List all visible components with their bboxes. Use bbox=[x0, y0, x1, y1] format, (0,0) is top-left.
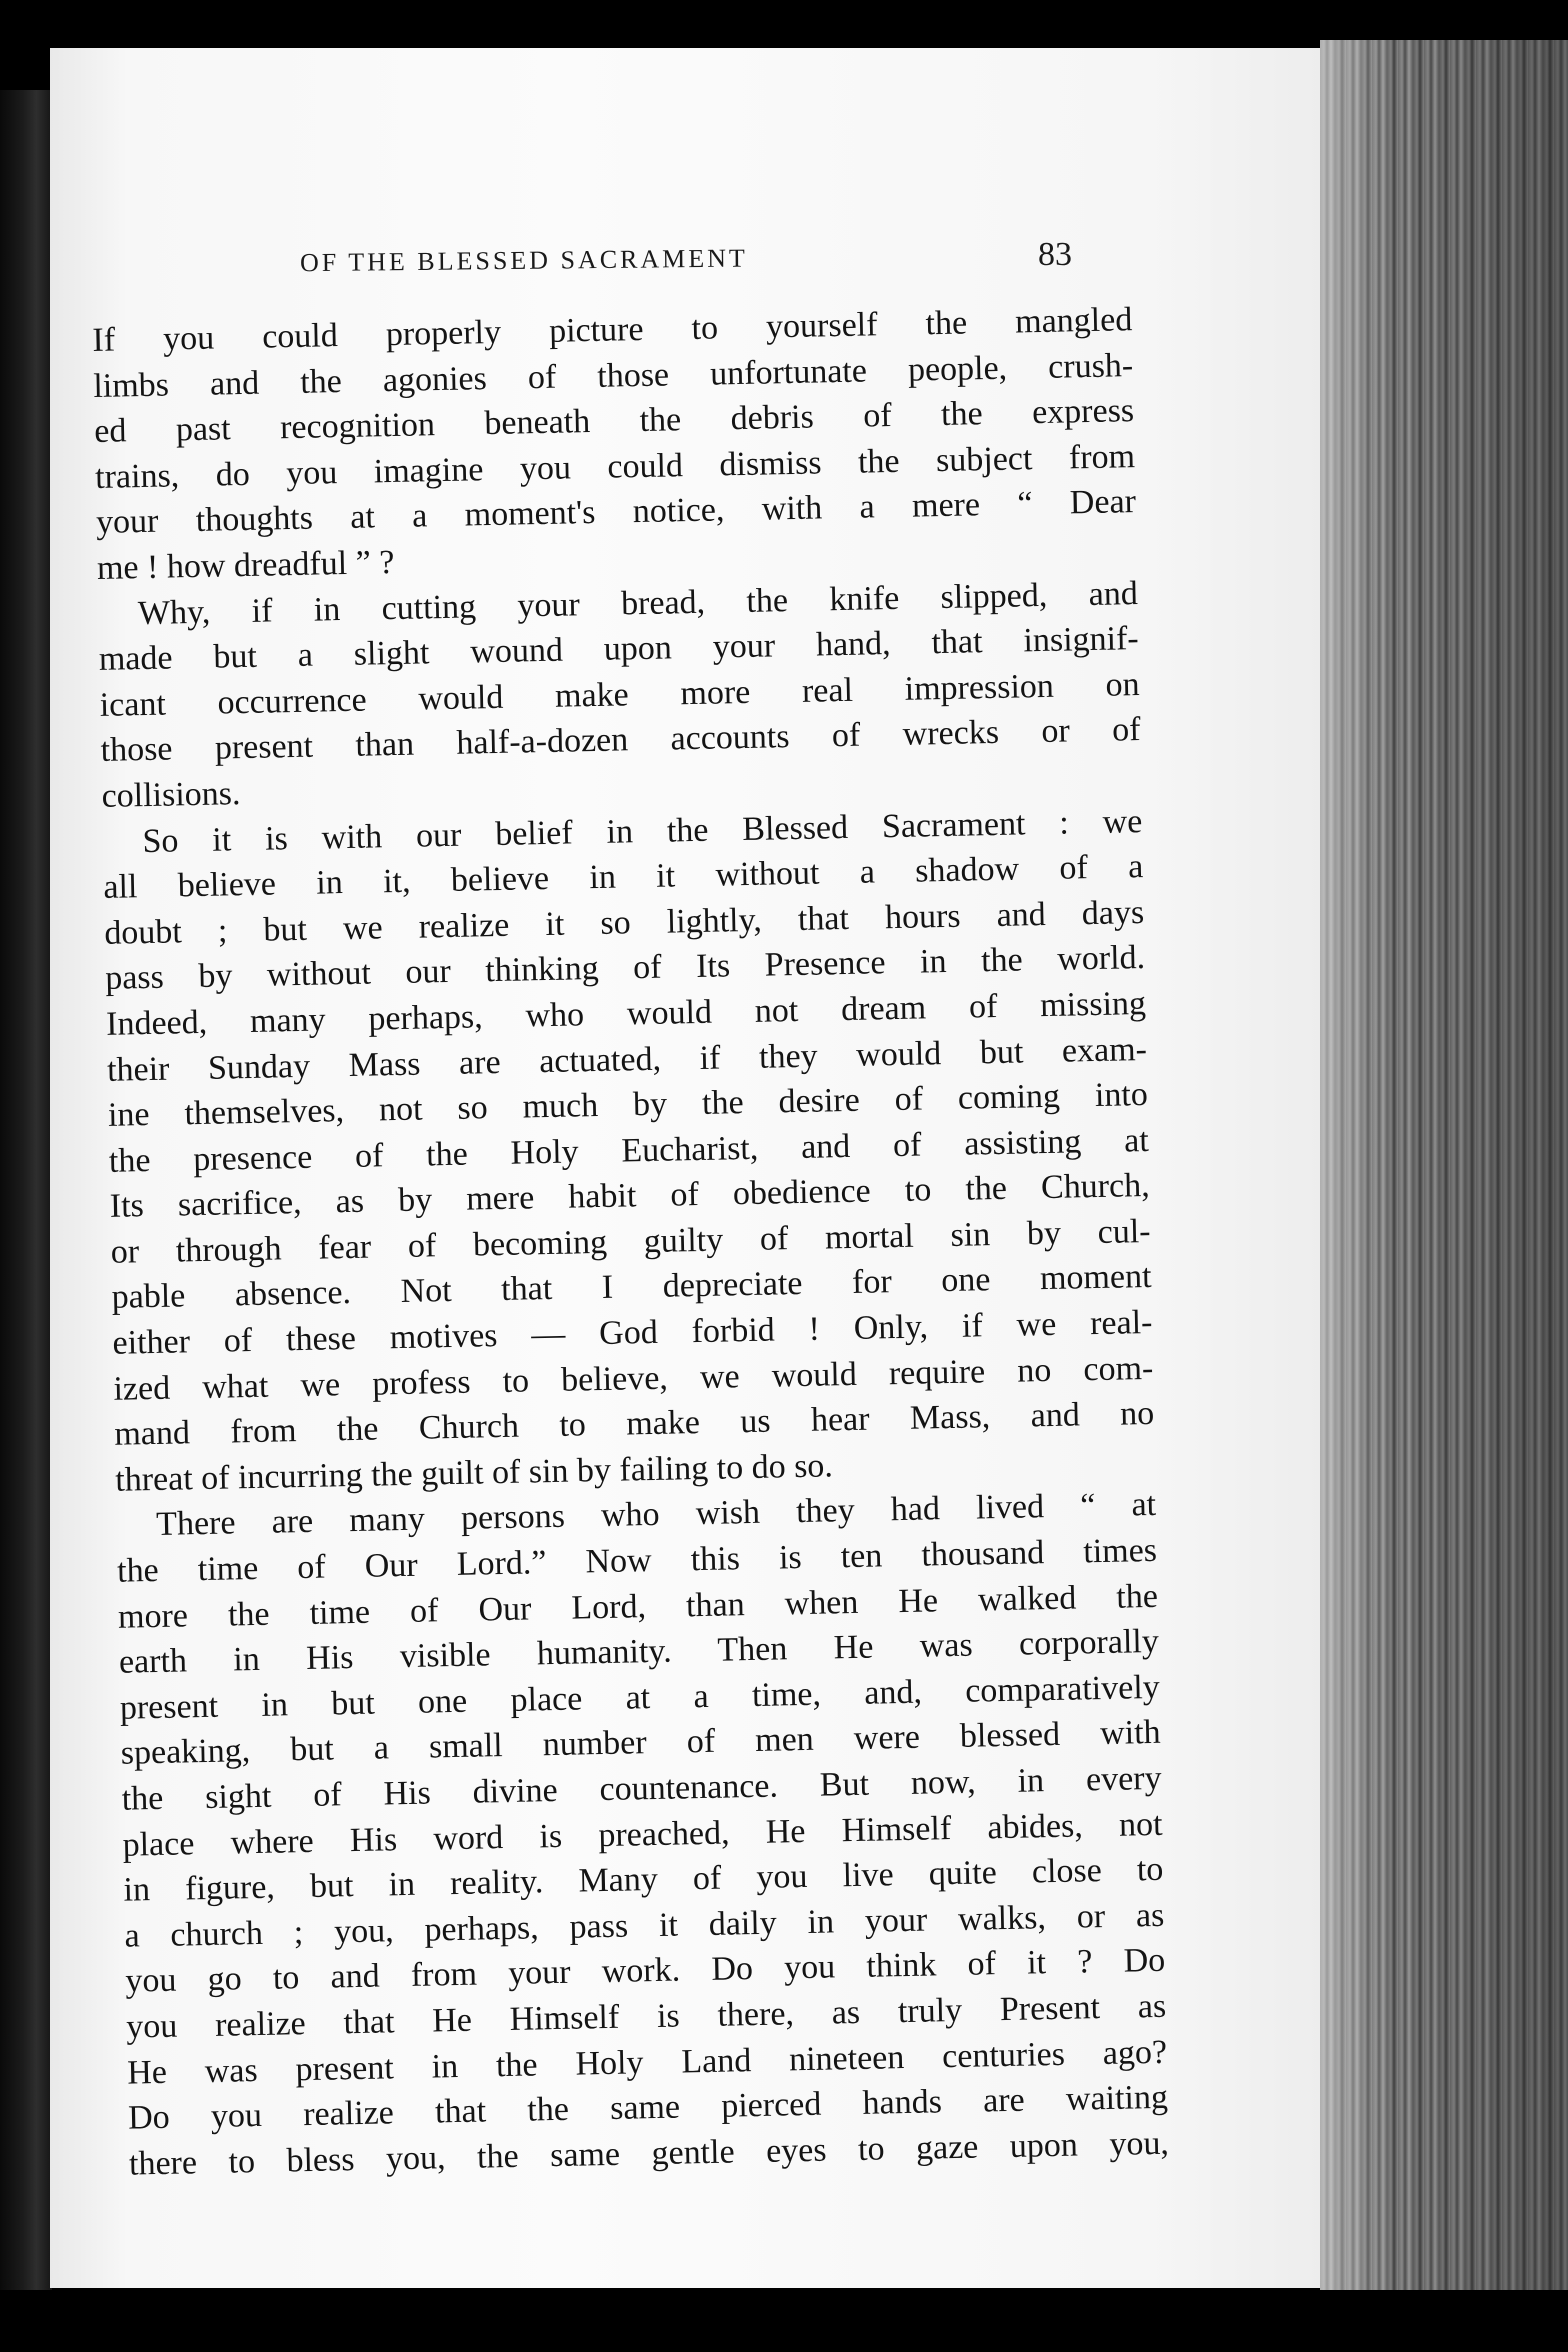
bottom-margin-shadow bbox=[0, 2290, 1568, 2352]
text-line: ized what we profess to believe, we would require no com- bbox=[113, 1349, 1154, 1408]
text-line: your thoughts at a moment's notice, with a mere “ Dear bbox=[95, 483, 1137, 542]
text-line: Why, if in cutting your bread, the knife slipped, and bbox=[137, 574, 1139, 632]
text-line: present in but one place at a time, and, comparatively bbox=[119, 1668, 1161, 1727]
book-spine-shadow bbox=[0, 90, 52, 2290]
page-edges-stack bbox=[1320, 40, 1568, 2290]
text-line: Indeed, many perhaps, who would not dream of missing bbox=[105, 984, 1147, 1043]
text-line: If you could properly picture to yourself the mangled bbox=[92, 301, 1133, 359]
text-line: made but a slight wound upon your hand, that insignif- bbox=[98, 620, 1140, 679]
body-text bbox=[92, 297, 1169, 2187]
text-line: ine themselves, not so much by the desire of coming into bbox=[107, 1076, 1149, 1134]
text-line: either of these motives — God forbid ! Only, if we real- bbox=[112, 1303, 1153, 1362]
text-line: doubt ; but we realize it so lightly, that hours and days bbox=[103, 893, 1145, 952]
text-line: speaking, but a small number of men were blessed with bbox=[120, 1714, 1161, 1773]
text-line: the time of Our Lord.” Now this is ten thousand times bbox=[116, 1531, 1158, 1590]
text-line: all believe in it, believe in it without a shadow of a bbox=[103, 848, 1144, 907]
text-line: He was present in the Holy Land nineteen centuries ago? bbox=[126, 2033, 1168, 2092]
text-line: place where His word is preached, He Himself abides, not bbox=[122, 1805, 1163, 1864]
text-line: earth in His visible humanity. Then He was corporally bbox=[118, 1623, 1160, 1681]
text-line: more the time of Our Lord, than when He walked the bbox=[117, 1577, 1159, 1636]
text-line: threat of incurring the guilt of sin by failing to do so. bbox=[114, 1447, 834, 1499]
text-line: So it is with our belief in the Blessed Sacrament : we bbox=[142, 802, 1143, 860]
text-line: a church ; you, perhaps, pass it daily in your walks, or as bbox=[124, 1896, 1165, 1955]
text-line: or through fear of becoming guilty of mortal sin by cul- bbox=[110, 1212, 1151, 1271]
text-line: There are many persons who wish they had lived “ at bbox=[155, 1486, 1157, 1544]
text-line: their Sunday Mass are actuated, if they would but exam- bbox=[106, 1030, 1148, 1089]
text-line: icant occurrence would make more real impression on bbox=[99, 665, 1140, 724]
text-line: limbs and the agonies of those unfortunate people, crush- bbox=[92, 346, 1134, 405]
text-line: collisions. bbox=[101, 775, 241, 815]
text-line: mand from the Church to make us hear Mass, and no bbox=[114, 1395, 1155, 1454]
text-line: there to bless you, the same gentle eyes to gaze upon you, bbox=[128, 2124, 1170, 2183]
text-line: trains, do you imagine you could dismiss the subject from bbox=[94, 437, 1136, 496]
text-line: you go to and from your work. Do you think of it ? Do bbox=[125, 1942, 1166, 2001]
text-line: the presence of the Holy Eucharist, and of assisting at bbox=[108, 1121, 1150, 1180]
page-number: 83 bbox=[1038, 236, 1072, 273]
text-line: you realize that He Himself is there, as truly Present as bbox=[125, 1987, 1167, 2046]
running-head: OF THE BLESSED SACRAMENT bbox=[299, 243, 749, 278]
text-line: Do you realize that the same pierced hands are waiting bbox=[127, 2078, 1169, 2137]
text-line: those present than half-a-dozen accounts of wrecks or of bbox=[100, 711, 1141, 770]
text-line: Its sacrifice, as by mere habit of obedience to the Church, bbox=[109, 1167, 1150, 1226]
text-line: pable absence. Not that I depreciate for one moment bbox=[111, 1258, 1152, 1317]
text-line: me ! how dreadful ” ? bbox=[96, 543, 395, 587]
text-line: in figure, but in reality. Many of you live quite close to bbox=[123, 1851, 1164, 1909]
text-line: ed past recognition beneath the debris of the express bbox=[93, 392, 1135, 451]
text-line: the sight of His divine countenance. But now, in every bbox=[121, 1759, 1162, 1818]
text-line: pass by without our thinking of Its Presence in the world. bbox=[104, 939, 1146, 998]
